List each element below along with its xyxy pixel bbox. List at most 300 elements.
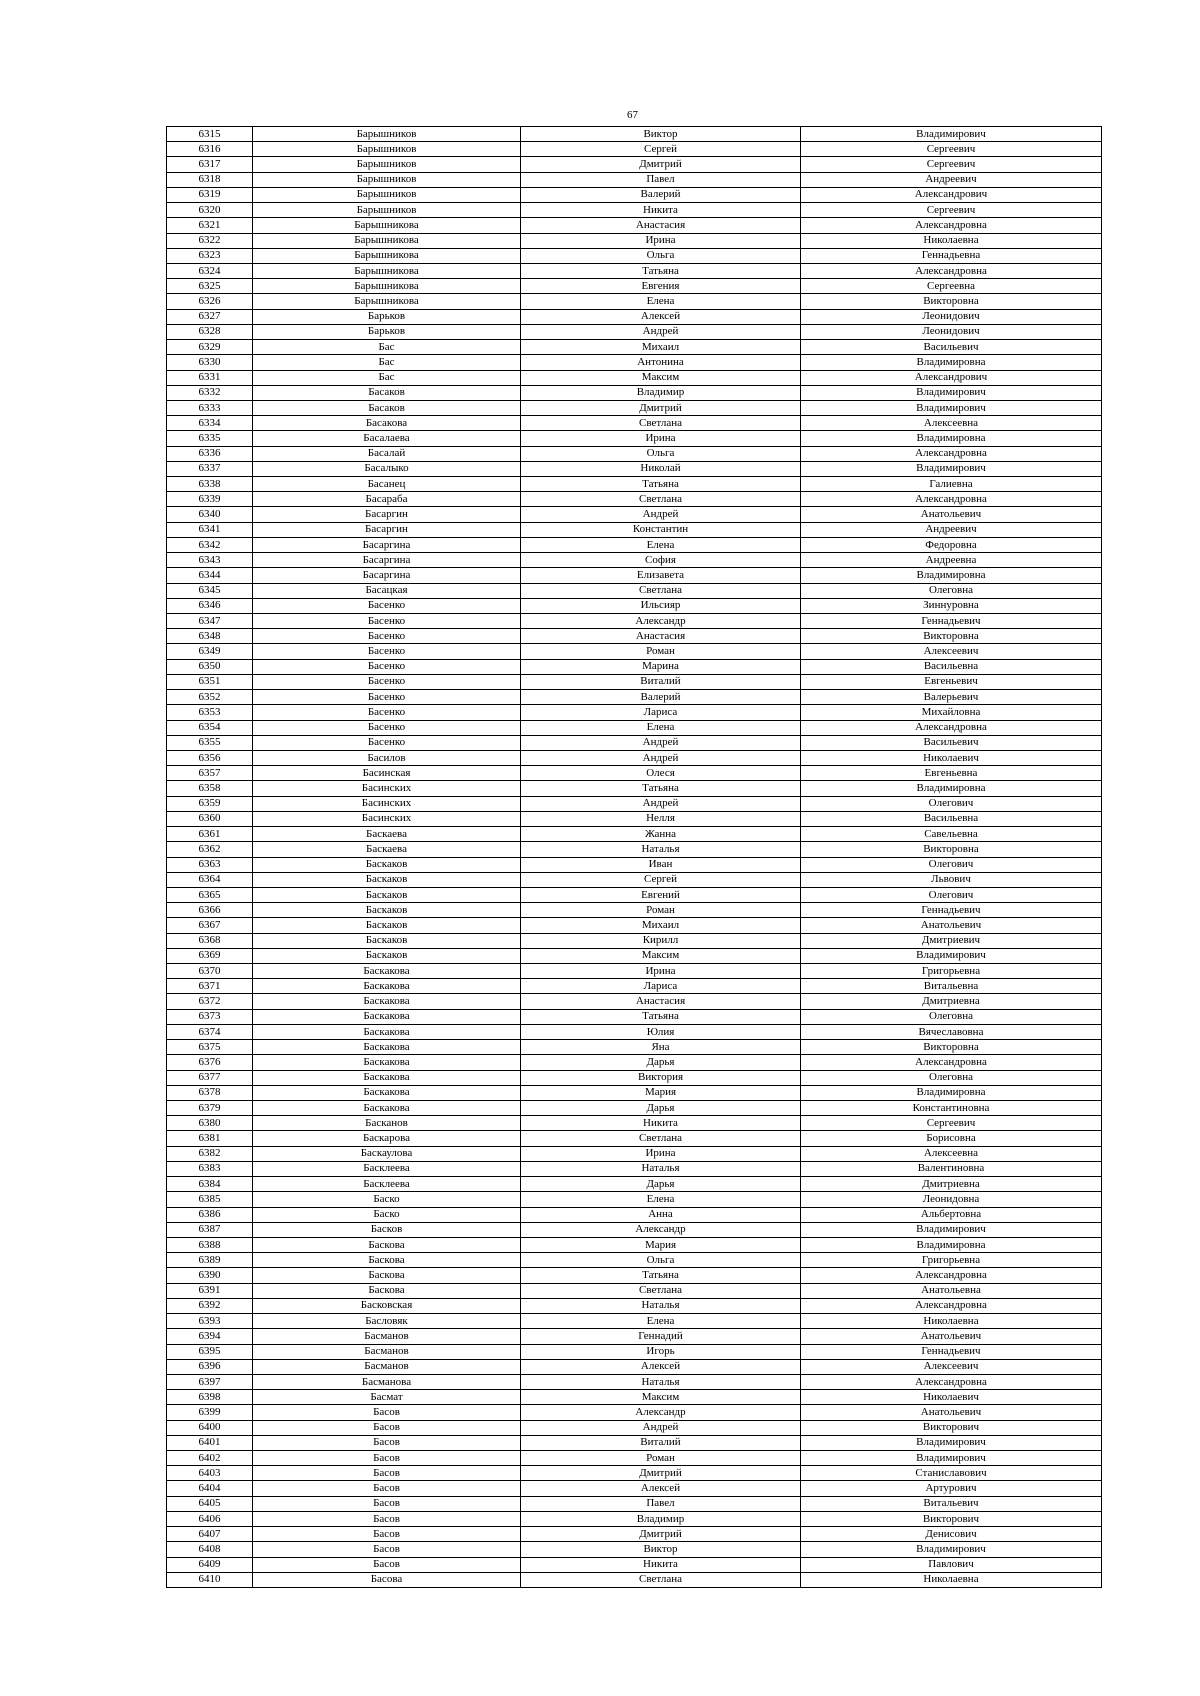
table-row	[167, 1298, 1102, 1313]
surname-cell: Басковская	[253, 1298, 521, 1313]
surname-cell: Басилов	[253, 750, 521, 765]
patronymic-cell: Анатольевич	[801, 1329, 1102, 1344]
surname-cell: Басалаева	[253, 431, 521, 446]
patronymic-cell: Геннадьевна	[801, 248, 1102, 263]
row-number-cell: 6410	[167, 1572, 253, 1587]
first-name-cell: Светлана	[521, 583, 801, 598]
table-row	[167, 766, 1102, 781]
patronymic-cell: Сергеевич	[801, 142, 1102, 157]
surname-cell: Барышникова	[253, 248, 521, 263]
row-number-cell: 6343	[167, 553, 253, 568]
row-number-cell: 6376	[167, 1055, 253, 1070]
surname-cell: Басловяк	[253, 1314, 521, 1329]
surname-cell: Басинских	[253, 811, 521, 826]
row-number-cell: 6406	[167, 1511, 253, 1526]
surname-cell: Басов	[253, 1481, 521, 1496]
row-number-cell: 6333	[167, 400, 253, 415]
row-number-cell: 6334	[167, 416, 253, 431]
patronymic-cell: Николаевич	[801, 750, 1102, 765]
row-number-cell: 6321	[167, 218, 253, 233]
patronymic-cell: Артурович	[801, 1481, 1102, 1496]
first-name-cell: Никита	[521, 1557, 801, 1572]
table-row	[167, 233, 1102, 248]
table-row	[167, 142, 1102, 157]
row-number-cell: 6372	[167, 994, 253, 1009]
first-name-cell: Жанна	[521, 827, 801, 842]
table-row	[167, 340, 1102, 355]
patronymic-cell: Николаевич	[801, 1390, 1102, 1405]
table-row	[167, 872, 1102, 887]
first-name-cell: Владимир	[521, 385, 801, 400]
row-number-cell: 6409	[167, 1557, 253, 1572]
row-number-cell: 6329	[167, 340, 253, 355]
patronymic-cell: Алексеевна	[801, 1146, 1102, 1161]
table-row	[167, 477, 1102, 492]
first-name-cell: Алексей	[521, 309, 801, 324]
table-row	[167, 431, 1102, 446]
row-number-cell: 6323	[167, 248, 253, 263]
table-row	[167, 370, 1102, 385]
patronymic-cell: Владимировна	[801, 1085, 1102, 1100]
first-name-cell: Ирина	[521, 1146, 801, 1161]
first-name-cell: Валерий	[521, 187, 801, 202]
row-number-cell: 6373	[167, 1009, 253, 1024]
table-row	[167, 1085, 1102, 1100]
patronymic-cell: Вячеславовна	[801, 1024, 1102, 1039]
patronymic-cell: Олеговна	[801, 1009, 1102, 1024]
table-row	[167, 750, 1102, 765]
table-row	[167, 644, 1102, 659]
surname-cell: Барышникова	[253, 263, 521, 278]
table-row	[167, 1116, 1102, 1131]
row-number-cell: 6346	[167, 598, 253, 613]
patronymic-cell: Геннадьевич	[801, 614, 1102, 629]
table-row	[167, 1359, 1102, 1374]
surname-cell: Баскаева	[253, 827, 521, 842]
patronymic-cell: Владимировна	[801, 781, 1102, 796]
row-number-cell: 6389	[167, 1253, 253, 1268]
surname-cell: Басараба	[253, 492, 521, 507]
surname-cell: Басенко	[253, 644, 521, 659]
table-row	[167, 1131, 1102, 1146]
patronymic-cell: Владимирович	[801, 127, 1102, 142]
table-row	[167, 1222, 1102, 1237]
row-number-cell: 6330	[167, 355, 253, 370]
row-number-cell: 6362	[167, 842, 253, 857]
first-name-cell: Анна	[521, 1207, 801, 1222]
table-row	[167, 857, 1102, 872]
table-row	[167, 1405, 1102, 1420]
first-name-cell: Максим	[521, 948, 801, 963]
first-name-cell: Елена	[521, 1192, 801, 1207]
table-row	[167, 796, 1102, 811]
surname-cell: Баскакова	[253, 1024, 521, 1039]
surname-cell: Басаргин	[253, 507, 521, 522]
patronymic-cell: Галиевна	[801, 477, 1102, 492]
patronymic-cell: Геннадьевич	[801, 903, 1102, 918]
patronymic-cell: Викторович	[801, 1420, 1102, 1435]
surname-cell: Басаков	[253, 400, 521, 415]
table-row	[167, 416, 1102, 431]
table-row	[167, 1101, 1102, 1116]
patronymic-cell: Алексеевич	[801, 644, 1102, 659]
first-name-cell: Алексей	[521, 1359, 801, 1374]
first-name-cell: Роман	[521, 644, 801, 659]
surname-cell: Басклеева	[253, 1161, 521, 1176]
patronymic-cell: Александровна	[801, 720, 1102, 735]
surname-cell: Басклеева	[253, 1177, 521, 1192]
first-name-cell: Лариса	[521, 705, 801, 720]
first-name-cell: Кирилл	[521, 933, 801, 948]
first-name-cell: Дмитрий	[521, 1527, 801, 1542]
first-name-cell: Елена	[521, 294, 801, 309]
row-number-cell: 6328	[167, 324, 253, 339]
patronymic-cell: Григорьевна	[801, 1253, 1102, 1268]
patronymic-cell: Сергеевна	[801, 279, 1102, 294]
patronymic-cell: Константиновна	[801, 1101, 1102, 1116]
first-name-cell: Татьяна	[521, 1268, 801, 1283]
row-number-cell: 6327	[167, 309, 253, 324]
first-name-cell: Сергей	[521, 142, 801, 157]
row-number-cell: 6405	[167, 1496, 253, 1511]
row-number-cell: 6393	[167, 1314, 253, 1329]
first-name-cell: Никита	[521, 203, 801, 218]
surname-cell: Басманов	[253, 1344, 521, 1359]
table-row	[167, 994, 1102, 1009]
surname-cell: Басманов	[253, 1329, 521, 1344]
surname-cell: Баскова	[253, 1283, 521, 1298]
table-row	[167, 705, 1102, 720]
table-row	[167, 1207, 1102, 1222]
patronymic-cell: Станиславович	[801, 1466, 1102, 1481]
row-number-cell: 6316	[167, 142, 253, 157]
row-number-cell: 6364	[167, 872, 253, 887]
row-number-cell: 6325	[167, 279, 253, 294]
row-number-cell: 6407	[167, 1527, 253, 1542]
patronymic-cell: Васильевич	[801, 735, 1102, 750]
row-number-cell: 6353	[167, 705, 253, 720]
patronymic-cell: Зиннуровна	[801, 598, 1102, 613]
first-name-cell: Елизавета	[521, 568, 801, 583]
table-row	[167, 629, 1102, 644]
first-name-cell: София	[521, 553, 801, 568]
patronymic-cell: Дмитриевна	[801, 1177, 1102, 1192]
row-number-cell: 6344	[167, 568, 253, 583]
patronymic-cell: Александровна	[801, 446, 1102, 461]
row-number-cell: 6332	[167, 385, 253, 400]
surname-cell: Басенко	[253, 629, 521, 644]
table-row	[167, 203, 1102, 218]
first-name-cell: Ольга	[521, 1253, 801, 1268]
patronymic-cell: Александровна	[801, 218, 1102, 233]
row-number-cell: 6378	[167, 1085, 253, 1100]
table-row	[167, 127, 1102, 142]
first-name-cell: Игорь	[521, 1344, 801, 1359]
surname-cell: Баскакова	[253, 1055, 521, 1070]
first-name-cell: Наталья	[521, 1298, 801, 1313]
first-name-cell: Андрей	[521, 1420, 801, 1435]
row-number-cell: 6319	[167, 187, 253, 202]
surname-cell: Барышников	[253, 172, 521, 187]
first-name-cell: Лариса	[521, 979, 801, 994]
surname-cell: Басов	[253, 1405, 521, 1420]
row-number-cell: 6384	[167, 1177, 253, 1192]
row-number-cell: 6365	[167, 887, 253, 902]
first-name-cell: Наталья	[521, 842, 801, 857]
patronymic-cell: Витальевна	[801, 979, 1102, 994]
first-name-cell: Светлана	[521, 416, 801, 431]
patronymic-cell: Леонидович	[801, 324, 1102, 339]
surname-cell: Басалыко	[253, 461, 521, 476]
patronymic-cell: Анатольевич	[801, 1405, 1102, 1420]
row-number-cell: 6392	[167, 1298, 253, 1313]
row-number-cell: 6348	[167, 629, 253, 644]
table-row	[167, 187, 1102, 202]
surname-cell: Басанец	[253, 477, 521, 492]
row-number-cell: 6377	[167, 1070, 253, 1085]
surname-cell: Баскакова	[253, 1085, 521, 1100]
table-row	[167, 279, 1102, 294]
table-row	[167, 1237, 1102, 1252]
row-number-cell: 6367	[167, 918, 253, 933]
first-name-cell: Константин	[521, 522, 801, 537]
first-name-cell: Роман	[521, 903, 801, 918]
first-name-cell: Дмитрий	[521, 1466, 801, 1481]
patronymic-cell: Александрович	[801, 187, 1102, 202]
table-row	[167, 507, 1102, 522]
first-name-cell: Дарья	[521, 1177, 801, 1192]
row-number-cell: 6357	[167, 766, 253, 781]
surname-cell: Баскаева	[253, 842, 521, 857]
row-number-cell: 6371	[167, 979, 253, 994]
table-row	[167, 598, 1102, 613]
table-row	[167, 568, 1102, 583]
table-row	[167, 385, 1102, 400]
row-number-cell: 6388	[167, 1237, 253, 1252]
first-name-cell: Нелля	[521, 811, 801, 826]
table-row	[167, 1177, 1102, 1192]
row-number-cell: 6347	[167, 614, 253, 629]
row-number-cell: 6335	[167, 431, 253, 446]
row-number-cell: 6315	[167, 127, 253, 142]
patronymic-cell: Владимирович	[801, 385, 1102, 400]
surname-cell: Баскаков	[253, 948, 521, 963]
row-number-cell: 6360	[167, 811, 253, 826]
first-name-cell: Андрей	[521, 507, 801, 522]
first-name-cell: Татьяна	[521, 477, 801, 492]
row-number-cell: 6382	[167, 1146, 253, 1161]
row-number-cell: 6369	[167, 948, 253, 963]
table-row	[167, 933, 1102, 948]
first-name-cell: Мария	[521, 1237, 801, 1252]
table-row	[167, 1435, 1102, 1450]
patronymic-cell: Александровна	[801, 1268, 1102, 1283]
patronymic-cell: Васильевна	[801, 659, 1102, 674]
first-name-cell: Елена	[521, 1314, 801, 1329]
table-row	[167, 1542, 1102, 1557]
patronymic-cell: Геннадьевич	[801, 1344, 1102, 1359]
first-name-cell: Максим	[521, 370, 801, 385]
table-row	[167, 1390, 1102, 1405]
surname-cell: Баскаков	[253, 857, 521, 872]
surname-cell: Бас	[253, 370, 521, 385]
surname-cell: Баско	[253, 1192, 521, 1207]
first-name-cell: Валерий	[521, 690, 801, 705]
surname-cell: Баскова	[253, 1237, 521, 1252]
first-name-cell: Наталья	[521, 1161, 801, 1176]
table-row	[167, 1374, 1102, 1389]
surname-cell: Басаргина	[253, 568, 521, 583]
first-name-cell: Александр	[521, 1405, 801, 1420]
surname-cell: Басинских	[253, 781, 521, 796]
row-number-cell: 6368	[167, 933, 253, 948]
surname-cell: Басов	[253, 1496, 521, 1511]
table-row	[167, 309, 1102, 324]
first-name-cell: Максим	[521, 1390, 801, 1405]
first-name-cell: Евгения	[521, 279, 801, 294]
patronymic-cell: Сергеевич	[801, 1116, 1102, 1131]
patronymic-cell: Федоровна	[801, 537, 1102, 552]
patronymic-cell: Владимирович	[801, 1435, 1102, 1450]
table-row	[167, 948, 1102, 963]
surname-cell: Басков	[253, 1222, 521, 1237]
surname-cell: Басалай	[253, 446, 521, 461]
row-number-cell: 6374	[167, 1024, 253, 1039]
surname-cell: Басов	[253, 1466, 521, 1481]
table-row	[167, 263, 1102, 278]
table-row	[167, 294, 1102, 309]
patronymic-cell: Николаевна	[801, 233, 1102, 248]
patronymic-cell: Владимирович	[801, 1222, 1102, 1237]
table-row	[167, 827, 1102, 842]
table-row	[167, 1511, 1102, 1526]
patronymic-cell: Владимирович	[801, 948, 1102, 963]
table-row	[167, 1420, 1102, 1435]
table-row	[167, 1481, 1102, 1496]
first-name-cell: Андрей	[521, 324, 801, 339]
patronymic-cell: Дмитриевна	[801, 994, 1102, 1009]
row-number-cell: 6402	[167, 1451, 253, 1466]
first-name-cell: Виталий	[521, 674, 801, 689]
table-row	[167, 614, 1102, 629]
patronymic-cell: Андреевич	[801, 172, 1102, 187]
row-number-cell: 6400	[167, 1420, 253, 1435]
table-row	[167, 1344, 1102, 1359]
patronymic-cell: Васильевна	[801, 811, 1102, 826]
row-number-cell: 6317	[167, 157, 253, 172]
row-number-cell: 6338	[167, 477, 253, 492]
patronymic-cell: Владимировна	[801, 1237, 1102, 1252]
first-name-cell: Дарья	[521, 1101, 801, 1116]
first-name-cell: Дмитрий	[521, 400, 801, 415]
row-number-cell: 6345	[167, 583, 253, 598]
patronymic-cell: Алексеевич	[801, 1359, 1102, 1374]
first-name-cell: Ольга	[521, 446, 801, 461]
surname-cell: Барышников	[253, 157, 521, 172]
surname-cell: Баскаулова	[253, 1146, 521, 1161]
first-name-cell: Евгений	[521, 887, 801, 902]
patronymic-cell: Викторовна	[801, 294, 1102, 309]
surname-cell: Баскова	[253, 1253, 521, 1268]
table-row	[167, 1329, 1102, 1344]
surname-cell: Барышникова	[253, 279, 521, 294]
table-row	[167, 1146, 1102, 1161]
row-number-cell: 6386	[167, 1207, 253, 1222]
table-row	[167, 355, 1102, 370]
patronymic-cell: Андреевна	[801, 553, 1102, 568]
table-row	[167, 1009, 1102, 1024]
surname-cell: Басов	[253, 1420, 521, 1435]
table-row	[167, 1557, 1102, 1572]
patronymic-cell: Григорьевна	[801, 964, 1102, 979]
row-number-cell: 6375	[167, 1040, 253, 1055]
surname-cell: Басацкая	[253, 583, 521, 598]
table-row	[167, 1314, 1102, 1329]
surname-cell: Басова	[253, 1572, 521, 1587]
first-name-cell: Елена	[521, 720, 801, 735]
patronymic-cell: Владимировна	[801, 568, 1102, 583]
table-row	[167, 735, 1102, 750]
first-name-cell: Татьяна	[521, 263, 801, 278]
first-name-cell: Виктория	[521, 1070, 801, 1085]
first-name-cell: Юлия	[521, 1024, 801, 1039]
row-number-cell: 6399	[167, 1405, 253, 1420]
row-number-cell: 6390	[167, 1268, 253, 1283]
table-row	[167, 400, 1102, 415]
patronymic-cell: Владимировна	[801, 355, 1102, 370]
patronymic-cell: Валентиновна	[801, 1161, 1102, 1176]
row-number-cell: 6339	[167, 492, 253, 507]
patronymic-cell: Владимирович	[801, 1451, 1102, 1466]
surname-cell: Баскаков	[253, 872, 521, 887]
first-name-cell: Михаил	[521, 340, 801, 355]
table-row	[167, 979, 1102, 994]
row-number-cell: 6320	[167, 203, 253, 218]
table-row	[167, 1040, 1102, 1055]
table-row	[167, 964, 1102, 979]
row-number-cell: 6397	[167, 1374, 253, 1389]
patronymic-cell: Альбертовна	[801, 1207, 1102, 1222]
surname-cell: Басов	[253, 1451, 521, 1466]
patronymic-cell: Николаевна	[801, 1314, 1102, 1329]
first-name-cell: Светлана	[521, 1131, 801, 1146]
surname-cell: Баскакова	[253, 1070, 521, 1085]
patronymic-cell: Львович	[801, 872, 1102, 887]
surname-cell: Басенко	[253, 705, 521, 720]
surname-cell: Басенко	[253, 720, 521, 735]
table-row	[167, 918, 1102, 933]
surname-cell: Бас	[253, 355, 521, 370]
surname-cell: Баскарова	[253, 1131, 521, 1146]
surname-cell: Бас	[253, 340, 521, 355]
first-name-cell: Елена	[521, 537, 801, 552]
row-number-cell: 6356	[167, 750, 253, 765]
surname-cell: Басенко	[253, 659, 521, 674]
patronymic-cell: Дмитриевич	[801, 933, 1102, 948]
surname-cell: Барышников	[253, 187, 521, 202]
surname-cell: Басаргин	[253, 522, 521, 537]
row-number-cell: 6355	[167, 735, 253, 750]
patronymic-cell: Александровна	[801, 1055, 1102, 1070]
first-name-cell: Ирина	[521, 964, 801, 979]
patronymic-cell: Леонидовна	[801, 1192, 1102, 1207]
surname-cell: Баскакова	[253, 1009, 521, 1024]
first-name-cell: Татьяна	[521, 781, 801, 796]
patronymic-cell: Александровна	[801, 263, 1102, 278]
table-row	[167, 674, 1102, 689]
table-row	[167, 1192, 1102, 1207]
surname-cell: Барышникова	[253, 294, 521, 309]
